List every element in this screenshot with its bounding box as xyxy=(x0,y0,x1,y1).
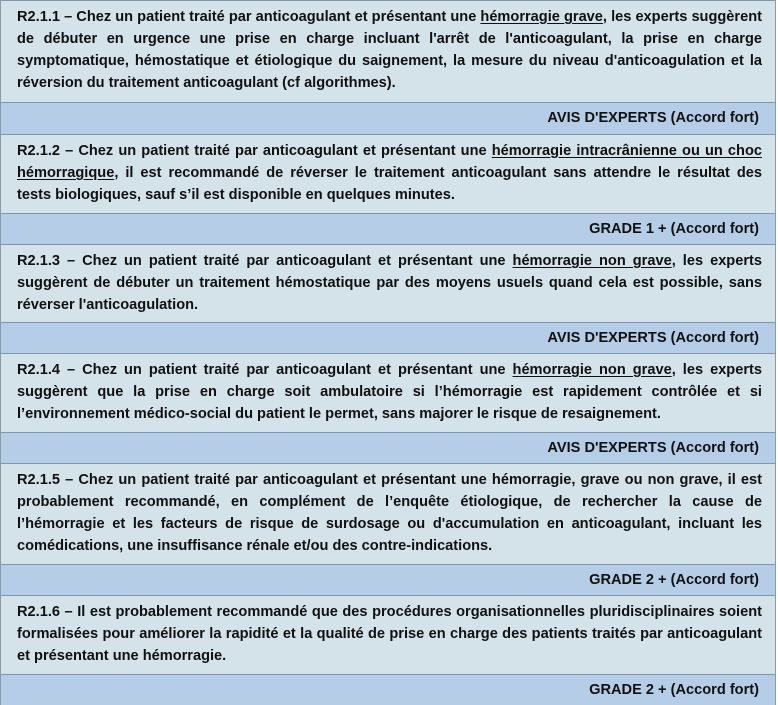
rec-text-underline: hémorragie intracrânienne ou un choc hémorragique xyxy=(17,143,762,181)
rec-text-before: R2.1.6 – Il est probablement recommandé que des procédures organisationnelles pluridisciplinaires soient formalisées pour améliorer la rapidité et la qualité de prise en charge des patients traités par anticoagulant et présentant une hémorragie. xyxy=(17,604,762,664)
rec-text-before: R2.1.3 – Chez un patient traité par anticoagulant et présentant une xyxy=(17,253,513,269)
grade-r2-1-3: AVIS D'EXPERTS (Accord fort) xyxy=(1,322,775,353)
rec-text-before: R2.1.2 – Chez un patient traité par anticoagulant et présentant une xyxy=(17,143,492,159)
recommendation-r2-1-5 xyxy=(1,463,775,564)
recommendation-r2-1-1 xyxy=(1,0,775,102)
grade-r2-1-2: GRADE 1 + (Accord fort) xyxy=(1,213,775,244)
rec-text-underline: hémorragie non grave xyxy=(512,362,672,378)
grade-r2-1-4: AVIS D'EXPERTS (Accord fort) xyxy=(1,432,775,463)
grade-r2-1-5: GRADE 2 + (Accord fort) xyxy=(1,564,775,595)
rec-text-after: , il est recommandé de réverser le traitement anticoagulant sans attendre le résultat des tests biologiques, sauf s’il est disponible en quelques minutes. xyxy=(17,165,762,203)
grade-r2-1-1: AVIS D'EXPERTS (Accord fort) xyxy=(1,102,775,134)
rec-text-before: R2.1.5 – Chez un patient traité par anticoagulant et présentant une hémorragie, grave ou non grave, il est probablement recommandé, en complément de l’enquête étiologique, de rechercher la cause de l’hémorragie et les facteurs de risque de surdosage ou d'accumulation en anticoagulant, incluant les comédications, une insuffisance rénale et/ou des contre-indications. xyxy=(17,472,762,554)
grade-r2-1-6: GRADE 2 + (Accord fort) xyxy=(1,674,775,705)
recommendation-r2-1-4 xyxy=(1,353,775,432)
rec-text-before: R2.1.1 – Chez un patient traité par anticoagulant et présentant une xyxy=(17,9,481,25)
rec-text-before: R2.1.4 – Chez un patient traité par anticoagulant et présentant une xyxy=(17,362,513,378)
rec-text-after: , les experts suggèrent de débuter en urgence une prise en charge incluant l'arrêt de l'anticoagulant, la prise en charge symptomatique, hémostatique et étiologique du saignement, la mesure du niveau d'anticoagulation et la réversion du traitement anticoagulant (cf algorithmes). xyxy=(17,9,762,91)
recommendation-r2-1-3 xyxy=(1,244,775,322)
rec-text-underline: hémorragie non grave xyxy=(512,253,672,269)
recommendation-r2-1-6 xyxy=(1,595,775,674)
recommendation-r2-1-2 xyxy=(1,134,775,213)
rec-text-after: , les experts suggèrent de débuter un traitement hémostatique par des moyens usuels quand cela est possible, sans réverser l'anticoagulation. xyxy=(17,253,762,313)
rec-text-after: , les experts suggèrent que la prise en charge soit ambulatoire si l’hémorragie est rapidement contrôlée et si l’environnement médico-social du patient le permet, sans majorer le risque de resaignement. xyxy=(17,362,762,422)
rec-text-underline: hémorragie grave xyxy=(480,9,603,25)
